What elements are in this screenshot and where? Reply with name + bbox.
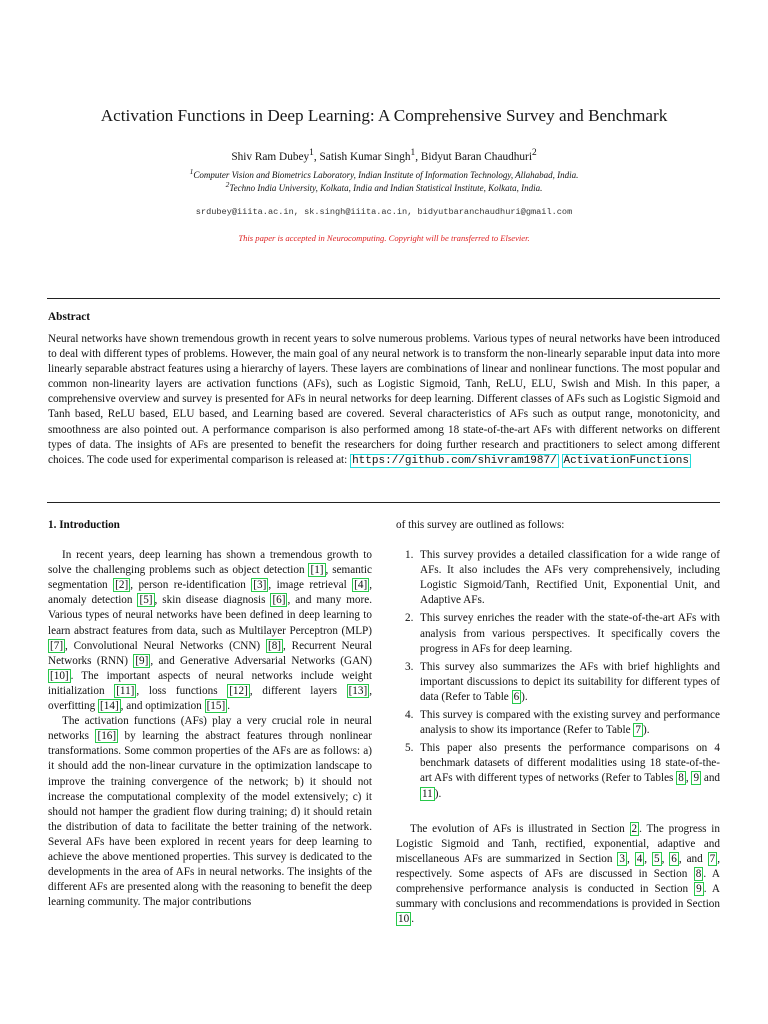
list-separator: , (685, 772, 692, 785)
citation-link[interactable]: [2] (115, 579, 129, 592)
table-link[interactable]: 6 (513, 690, 520, 703)
list-number: 2. (405, 612, 414, 625)
affiliation-text: Computer Vision and Biometrics Laboratory, Indian Institute of Information Technology, Allahabad, India. (193, 170, 579, 180)
list-text-end: ). (642, 724, 650, 737)
citation-link[interactable]: [12] (229, 684, 248, 697)
section-heading: 1. Introduction (48, 519, 120, 531)
publication-notice: This paper is accepted in Neurocomputing. Copyright will be transferred to Elsevier. (238, 233, 530, 243)
affiliation-text: Techno India University, Kolkata, India and Indian Statistical Institute, Kolkata, India. (229, 183, 543, 193)
section-link[interactable]: 9 (696, 882, 702, 895)
right-column (396, 518, 720, 927)
list-separator: and (701, 772, 721, 785)
contributions-intro: of this survey are outlined as follows: (396, 519, 565, 531)
affiliation (0, 180, 768, 193)
citation-link[interactable]: [4] (354, 579, 368, 592)
section-link[interactable]: 4 (636, 852, 643, 865)
section-link[interactable]: 2 (631, 822, 638, 835)
paper-title: Activation Functions in Deep Learning: A Comprehensive Survey and Benchmark (100, 106, 668, 125)
citation-link[interactable]: [8] (267, 639, 282, 652)
list-text: This survey is compared with the existing survey and performance analysis to show its importance (Refer to Table (420, 709, 720, 737)
left-column (48, 518, 372, 910)
contributions-list (396, 548, 720, 802)
abstract-text (48, 332, 720, 469)
bottom-rule (47, 502, 720, 503)
evolution-paragraph: The evolution of AFs is illustrated in Section 2 . The progress in Logistic Sigmoid and Tanh, rectified, exponential, adaptive and miscellaneous AFs are summarized in Section 3 , 4 , 5 , 6 , and 7 , respectively. Some aspects of AFs are discussed in Section 8 . A comprehensive performance analysis is conducted in Section 9 . A summary with conclusions and recommendations is provided in Section 10 . (396, 822, 721, 926)
author-sup: 2 (531, 148, 537, 158)
citation-link[interactable]: [10] (50, 669, 69, 682)
affiliation-sup: 2 (225, 180, 230, 189)
code-link-continued[interactable]: ActivationFunctions (563, 454, 689, 467)
author-sup: 1 (309, 148, 314, 158)
intro-paragraph-1: In recent years, deep learning has shown a tremendous growth to solve the challenging problems such as object detection [1] , semantic segmentation [2] , person re-identification [3] , image retrieval [4] , anomaly detection [5] , skin disease diagnosis [6] , and many more. Various types of neural networks have been defined in deep learning to learn abstract features from data, such as Multilayer Perceptron (MLP) [7] , Convolutional Neural Networks (CNN) [8] , Recurrent Neural Networks (RNN) [9] , and Generative Adversarial Networks (GAN) [10] . The important aspects of neural networks include weight initialization [11] , loss functions [12] , different layers [13] , overfitting [14] , and optimization [15] . (48, 549, 373, 713)
section-link[interactable]: 3 (619, 852, 625, 865)
citation-link[interactable]: [1] (310, 564, 324, 577)
section-link[interactable]: 5 (654, 852, 660, 865)
table-link[interactable]: 11 (422, 787, 433, 800)
intro-paragraph-2: The activation functions (AFs) play a very crucial role in neural networks [16] by learning the abstract features through nonlinear transformations. Some common properties of the AFs are as follows: a) it should add the non-linear curvature in the optimization landscape to improve the training convergence of the network; b) it should not increase the computational complexity of the model extensively; c) it should not hamper the gradient flow during training; d) it should retain the distribution of data to facilitate the better training of the network. Several AFs have been explored in recent years for deep learning to achieve the above mentioned properties. This survey is dedicated to the developments in the area of AFs in neural networks. The insights of the different AFs are presented along with the reasoning to benefit the deep learning community. The major contributions (48, 715, 373, 909)
affiliation (0, 167, 768, 180)
author-list: Shiv Ram Dubey$^1$, Satish Kumar Singh$^1$, Bidyut Baran Chaudhuri$^2$ (231, 148, 537, 163)
section-link[interactable]: 7 (709, 852, 716, 865)
list-item (396, 548, 720, 608)
abstract-heading: Abstract (48, 311, 91, 323)
list-text-end: ). (521, 690, 528, 703)
author-emails: srdubey@iiita.ac.in, sk.singh@iiita.ac.in, bidyutbaranchaudhuri@gmail.com (195, 207, 573, 217)
abstract-body: Neural networks have shown tremendous growth in recent years to solve numerous problems. Various types of neural networks have been introduced to deal with different types of problems. However, the main goal of any neural network is to transform the non-linearly separable input data into more linearly separable abstract features using a hierarchy of layers. These layers are combinations of linear and nonlinear functions. The most popular and common non-linearity layers are activation functions (AFs), such as Logistic Sigmoid, Tanh, ReLU, ELU, Swish and Mish. In this paper, a comprehensive overview and survey is presented for AFs in neural networks for deep learning. Different classes of AFs such as Logistic Sigmoid and Tanh based, ReLU based, ELU based, and Learning based are covered. Several characteristics of AFs such as output range, monotonicity, and smoothness are also pointed out. A performance comparison is also performed among 18 state-of-the-art AFs with different networks on different types of data. The insights of AFs are presented to benefit the researchers for doing further research and practitioners to select among different choices. The code used for experimental comparison is released at: (48, 333, 720, 466)
citation-link[interactable]: [16] (97, 730, 117, 743)
citation-link[interactable]: [7] (50, 639, 64, 652)
list-number: 5. (405, 742, 414, 755)
table-link[interactable]: 9 (693, 772, 700, 785)
list-item (396, 741, 720, 801)
list-number: 1. (405, 549, 414, 562)
citation-link[interactable]: [6] (272, 594, 286, 607)
citation-link[interactable]: [15] (206, 700, 226, 713)
author-name: Satish Kumar Singh (319, 150, 411, 163)
list-text-end: ). (434, 787, 442, 800)
section-link[interactable]: 6 (671, 852, 677, 865)
citation-link[interactable]: [5] (139, 594, 153, 607)
author-name: Bidyut Baran Chaudhuri (420, 150, 532, 163)
section-link[interactable]: 8 (695, 867, 702, 880)
citation-link[interactable]: [13] (348, 684, 368, 697)
table-link[interactable]: 8 (678, 772, 684, 785)
top-rule (47, 298, 720, 299)
citation-link[interactable]: [14] (100, 700, 119, 713)
author-name: Shiv Ram Dubey (231, 150, 310, 163)
list-item (396, 660, 720, 705)
list-text: This survey enriches the reader with the state-of-the-art AFs with analysis from various perspectives. It specifically covers the progress in AFs for deep learning. (420, 612, 720, 655)
citation-link[interactable]: [3] (253, 579, 267, 592)
affiliation-sup: 1 (189, 167, 194, 176)
list-text: This survey provides a detailed classification for a wide range of AFs. It also includes the AFs very comprehensively, including Logistic Sigmoid/Tanh, Rectified Unit, Exponential Unit, and Adaptive AFs. (420, 549, 720, 607)
table-link[interactable]: 7 (635, 724, 641, 737)
author-sup: 1 (410, 148, 416, 158)
list-text: This survey also summarizes the AFs with brief highlights and important discussions to depict its suitability for different types of data (Refer to Table (420, 660, 720, 703)
code-link[interactable]: https://github.com/shivram1987/ (352, 454, 557, 467)
citation-link[interactable]: [11] (116, 684, 135, 697)
section-link[interactable]: 10 (398, 913, 410, 926)
list-item (396, 708, 720, 738)
citation-link[interactable]: [9] (135, 654, 149, 667)
list-number: 3. (405, 660, 414, 673)
list-item (396, 611, 720, 656)
list-text: This paper also presents the performance comparisons on 4 benchmark datasets of different modalities using 18 state-of-the-art AFs with different types of networks (Refer to Tables (420, 742, 720, 785)
list-number: 4. (405, 709, 414, 722)
